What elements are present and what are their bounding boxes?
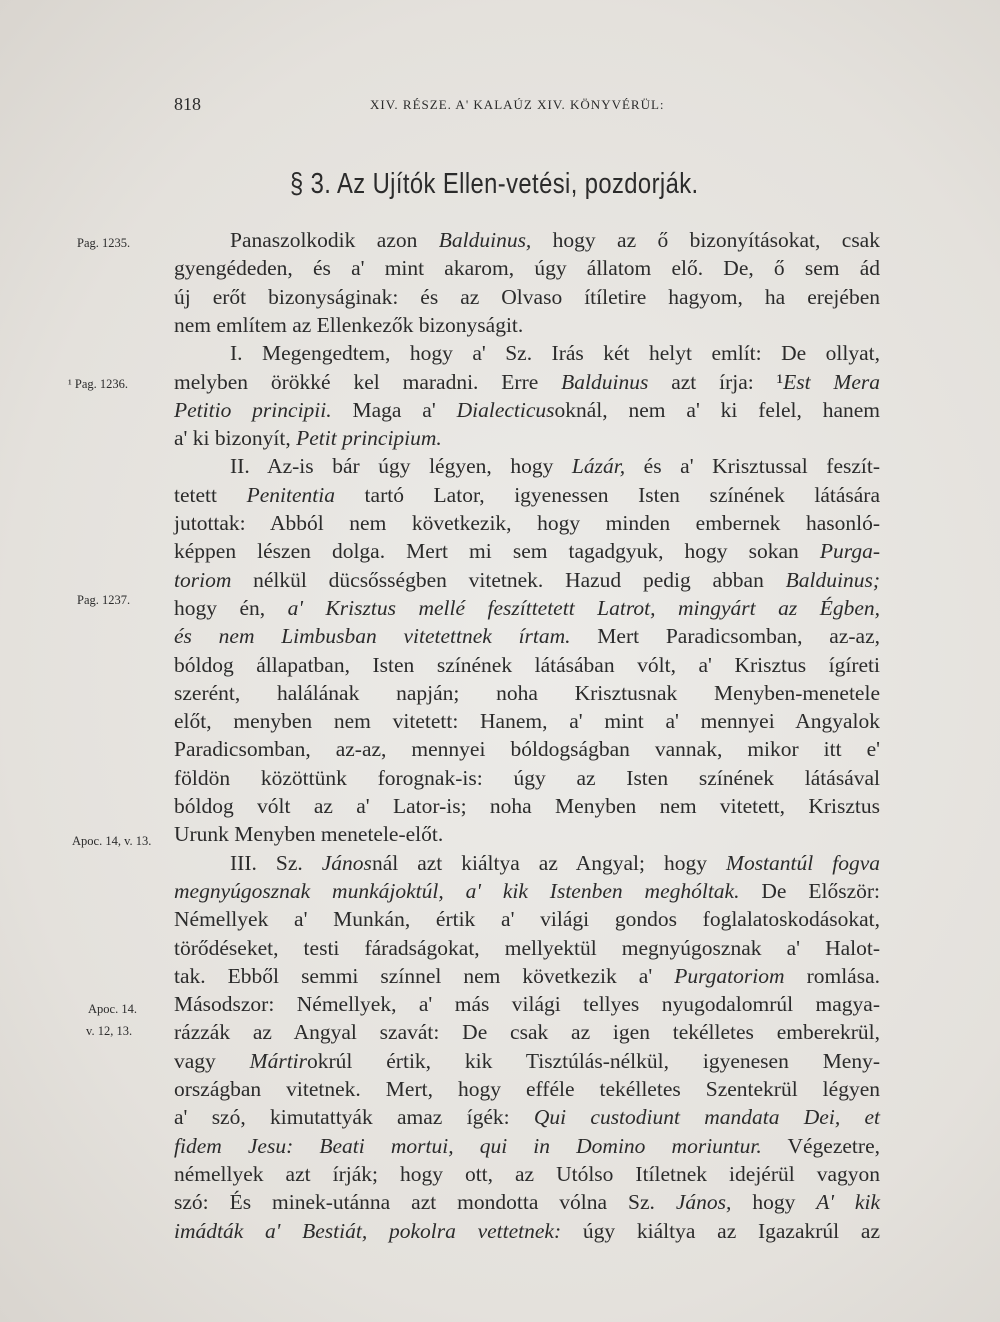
text-run: és a' Krisztussal feszít- xyxy=(625,454,880,479)
italic-text: fidem Jesu: Beati mortui, qui in Domino moriuntur. xyxy=(174,1133,762,1158)
text-line xyxy=(174,990,880,1018)
text-run: nem említem az Ellenkezők bizonyságit. xyxy=(174,312,524,337)
text-run: némellyek azt írják; hogy ott, az Utólso Itíletnek idejérül vagyon xyxy=(174,1161,880,1186)
text-run: melyben örökké kel maradni. Erre xyxy=(174,369,562,394)
margin-note: Apoc. 14. xyxy=(88,1002,137,1016)
text-run: De Először: xyxy=(739,878,881,903)
text-run: nál azt kiáltya az Angyal; hogy xyxy=(371,850,727,875)
italic-text: Dialecticus xyxy=(456,397,555,422)
text-line xyxy=(174,481,880,509)
italic-text: Petit principium. xyxy=(296,426,442,451)
margin-note: v. 12, 13. xyxy=(86,1024,133,1038)
italic-text: Mostantúl fogva xyxy=(726,850,881,875)
text-run: nélkül dücsősségben vitetnek. Hazud pedig abban xyxy=(231,567,786,592)
text-line xyxy=(174,311,880,339)
text-run: Végezetre, xyxy=(761,1133,880,1158)
italic-text: megnyúgosznak munkájoktúl, a' kik Istenben meghóltak. xyxy=(174,878,740,903)
text-run: rázzák az Angyal szavát: De csak az igen tekélletes emberekrül, xyxy=(174,1020,880,1045)
text-run: I. Megengedtem, hogy a' Sz. Irás két helyt említ: De ollyat, xyxy=(230,341,880,366)
text-run: jutottak: Abból nem következik, hogy minden embernek hasonló- xyxy=(174,511,880,535)
text-line xyxy=(174,537,880,565)
text-line xyxy=(174,905,880,933)
text-run: azt írja: ¹ xyxy=(648,369,784,394)
italic-text: toriom xyxy=(174,567,232,592)
text-run: tartó Lator, igyenessen Isten színének látására xyxy=(334,482,880,507)
text-line xyxy=(174,509,880,537)
text-run: tetett xyxy=(174,482,247,507)
text-run: törődéseket, testi fáradságokat, mellyektül megnyúgosznak a' Halot- xyxy=(174,935,880,960)
text-run: oknál, nem a' ki felel, hanem xyxy=(554,397,881,422)
text-line xyxy=(174,735,880,763)
margin-note: ¹ Pag. 1236. xyxy=(68,377,128,391)
text-line xyxy=(174,1188,880,1216)
italic-text: a' Krisztus mellé feszíttetett Latrot, mingyárt az Égben, xyxy=(287,595,880,620)
text-run: bóldog vólt az a' Lator-is; noha Menyben nem vitetett, Krisztus xyxy=(174,794,880,818)
italic-text: és nem Limbusban vitetettnek írtam. xyxy=(174,624,571,649)
italic-text: Penitentia xyxy=(246,482,335,507)
italic-text: Est Mera xyxy=(783,369,880,394)
text-line xyxy=(230,226,880,254)
text-run: hogy én, xyxy=(174,595,288,620)
text-run: II. Az-is bár úgy légyen, hogy xyxy=(230,454,572,479)
text-line xyxy=(174,651,880,679)
text-line xyxy=(174,1103,880,1131)
text-line xyxy=(174,254,880,282)
italic-text: Balduinus; xyxy=(785,567,880,592)
italic-text: János, xyxy=(675,1190,732,1215)
text-line xyxy=(230,452,880,480)
text-line xyxy=(174,962,880,990)
text-run: szerént, halálának napján; noha Krisztusnak Menyben-menetele xyxy=(174,680,880,705)
text-run: Maga a' xyxy=(331,397,457,422)
text-run: hogy xyxy=(731,1190,817,1215)
text-line xyxy=(174,877,880,905)
text-run: Mert Paradicsomban, az-az, xyxy=(570,624,880,649)
text-run: képpen lészen dolga. Mert mi sem tagadgyuk, hogy sokan xyxy=(174,539,820,564)
text-line xyxy=(174,1075,880,1103)
text-line xyxy=(174,1160,880,1188)
text-line xyxy=(174,679,880,707)
italic-text: Mártir xyxy=(249,1048,308,1073)
text-run: hogy az ő bizonyításokat, csak xyxy=(531,228,880,252)
text-line xyxy=(174,396,880,424)
text-line xyxy=(174,1132,880,1160)
text-line xyxy=(174,934,880,962)
text-run: Másodszor: Némellyek, a' más világi tellyes nyugodalomrúl magya- xyxy=(174,992,880,1017)
text-run: III. Sz. xyxy=(230,850,322,875)
italic-text: János xyxy=(321,850,372,875)
text-run: tak. Ebből semmi színnel nem következik a' xyxy=(174,963,675,988)
text-run: a' ki bizonyít, xyxy=(174,426,297,451)
text-run: Urunk Menyben menetele-előt. xyxy=(174,822,444,847)
section-heading: § 3. Az Ujítók Ellen-vetési, pozdorják. xyxy=(290,168,699,200)
text-run: Panaszolkodik azon xyxy=(230,228,439,252)
text-run: Némellyek a' Munkán, értik a' világi gondos foglalatoskodásokat, xyxy=(174,907,880,932)
italic-text: Qui custodiunt mandata Dei, et xyxy=(533,1105,880,1130)
text-line xyxy=(174,622,880,650)
italic-text: Purgatoriom xyxy=(674,963,785,988)
italic-text: imádták a' Bestiát, pokolra vettetnek: xyxy=(174,1218,562,1243)
italic-text: Purga- xyxy=(819,539,880,564)
italic-text: A' kik xyxy=(816,1190,880,1215)
margin-note: Pag. 1235. xyxy=(77,236,131,250)
text-run: Paradicsomban, az-az, mennyei bóldogságban vannak, mikor itt e' xyxy=(174,737,880,762)
text-run: úgy kiáltya az Igazakrúl az xyxy=(561,1218,880,1243)
text-run: szó: És minek-utánna azt mondotta vólna Sz. xyxy=(174,1190,676,1215)
text-line xyxy=(174,820,880,848)
text-run: romlása. xyxy=(784,963,881,988)
text-line xyxy=(174,1217,880,1245)
text-run: bóldog állapatban, Isten színének látásában vólt, a' Krisztus ígíreti xyxy=(174,652,880,677)
page-header xyxy=(174,94,874,118)
text-run: előt, menyben nem vitetett: Hanem, a' mint a' mennyei Angyalok xyxy=(174,709,880,734)
text-line xyxy=(174,792,880,820)
text-line xyxy=(174,1047,880,1075)
italic-text: Balduinus xyxy=(561,369,649,394)
italic-text: Lázár, xyxy=(571,454,626,479)
text-line xyxy=(174,368,880,396)
text-line xyxy=(230,849,880,877)
italic-text: Petitio principii. xyxy=(174,397,332,422)
text-line xyxy=(174,424,880,452)
text-run: a' szó, kimutattyák amaz ígék: xyxy=(174,1105,534,1130)
text-line xyxy=(174,707,880,735)
text-run: vagy xyxy=(174,1048,250,1073)
text-line xyxy=(174,764,880,792)
text-run: országban vitetnek. Mert, hogy efféle tekélletes Szentekrül légyen xyxy=(174,1077,880,1101)
margin-note: Apoc. 14, v. 13. xyxy=(72,834,152,848)
text-line xyxy=(174,566,880,594)
text-line xyxy=(230,339,880,367)
page-number: 818 xyxy=(174,94,201,114)
text-line xyxy=(174,1018,880,1046)
text-run: földön közöttünk forognak-is: úgy az Isten színének látásával xyxy=(174,765,880,790)
margin-note: Pag. 1237. xyxy=(77,593,131,607)
text-line xyxy=(174,594,880,622)
running-title: XIV. RÉSZE. A' KALAÚZ XIV. KÖNYVÉRÜL: xyxy=(370,97,665,112)
text-run: új erőt bizonyságinak: és az Olvaso ítíletire hagyom, ha erejében xyxy=(174,284,880,309)
text-line xyxy=(174,283,880,311)
italic-text: Balduinus, xyxy=(438,228,532,252)
text-run: gyengédeden, és a' mint akarom, úgy állatom elő. De, ő sem ád xyxy=(174,256,880,281)
text-run: okrúl értik, kik Tisztúlás-nélkül, igyenesen Meny- xyxy=(307,1048,881,1073)
